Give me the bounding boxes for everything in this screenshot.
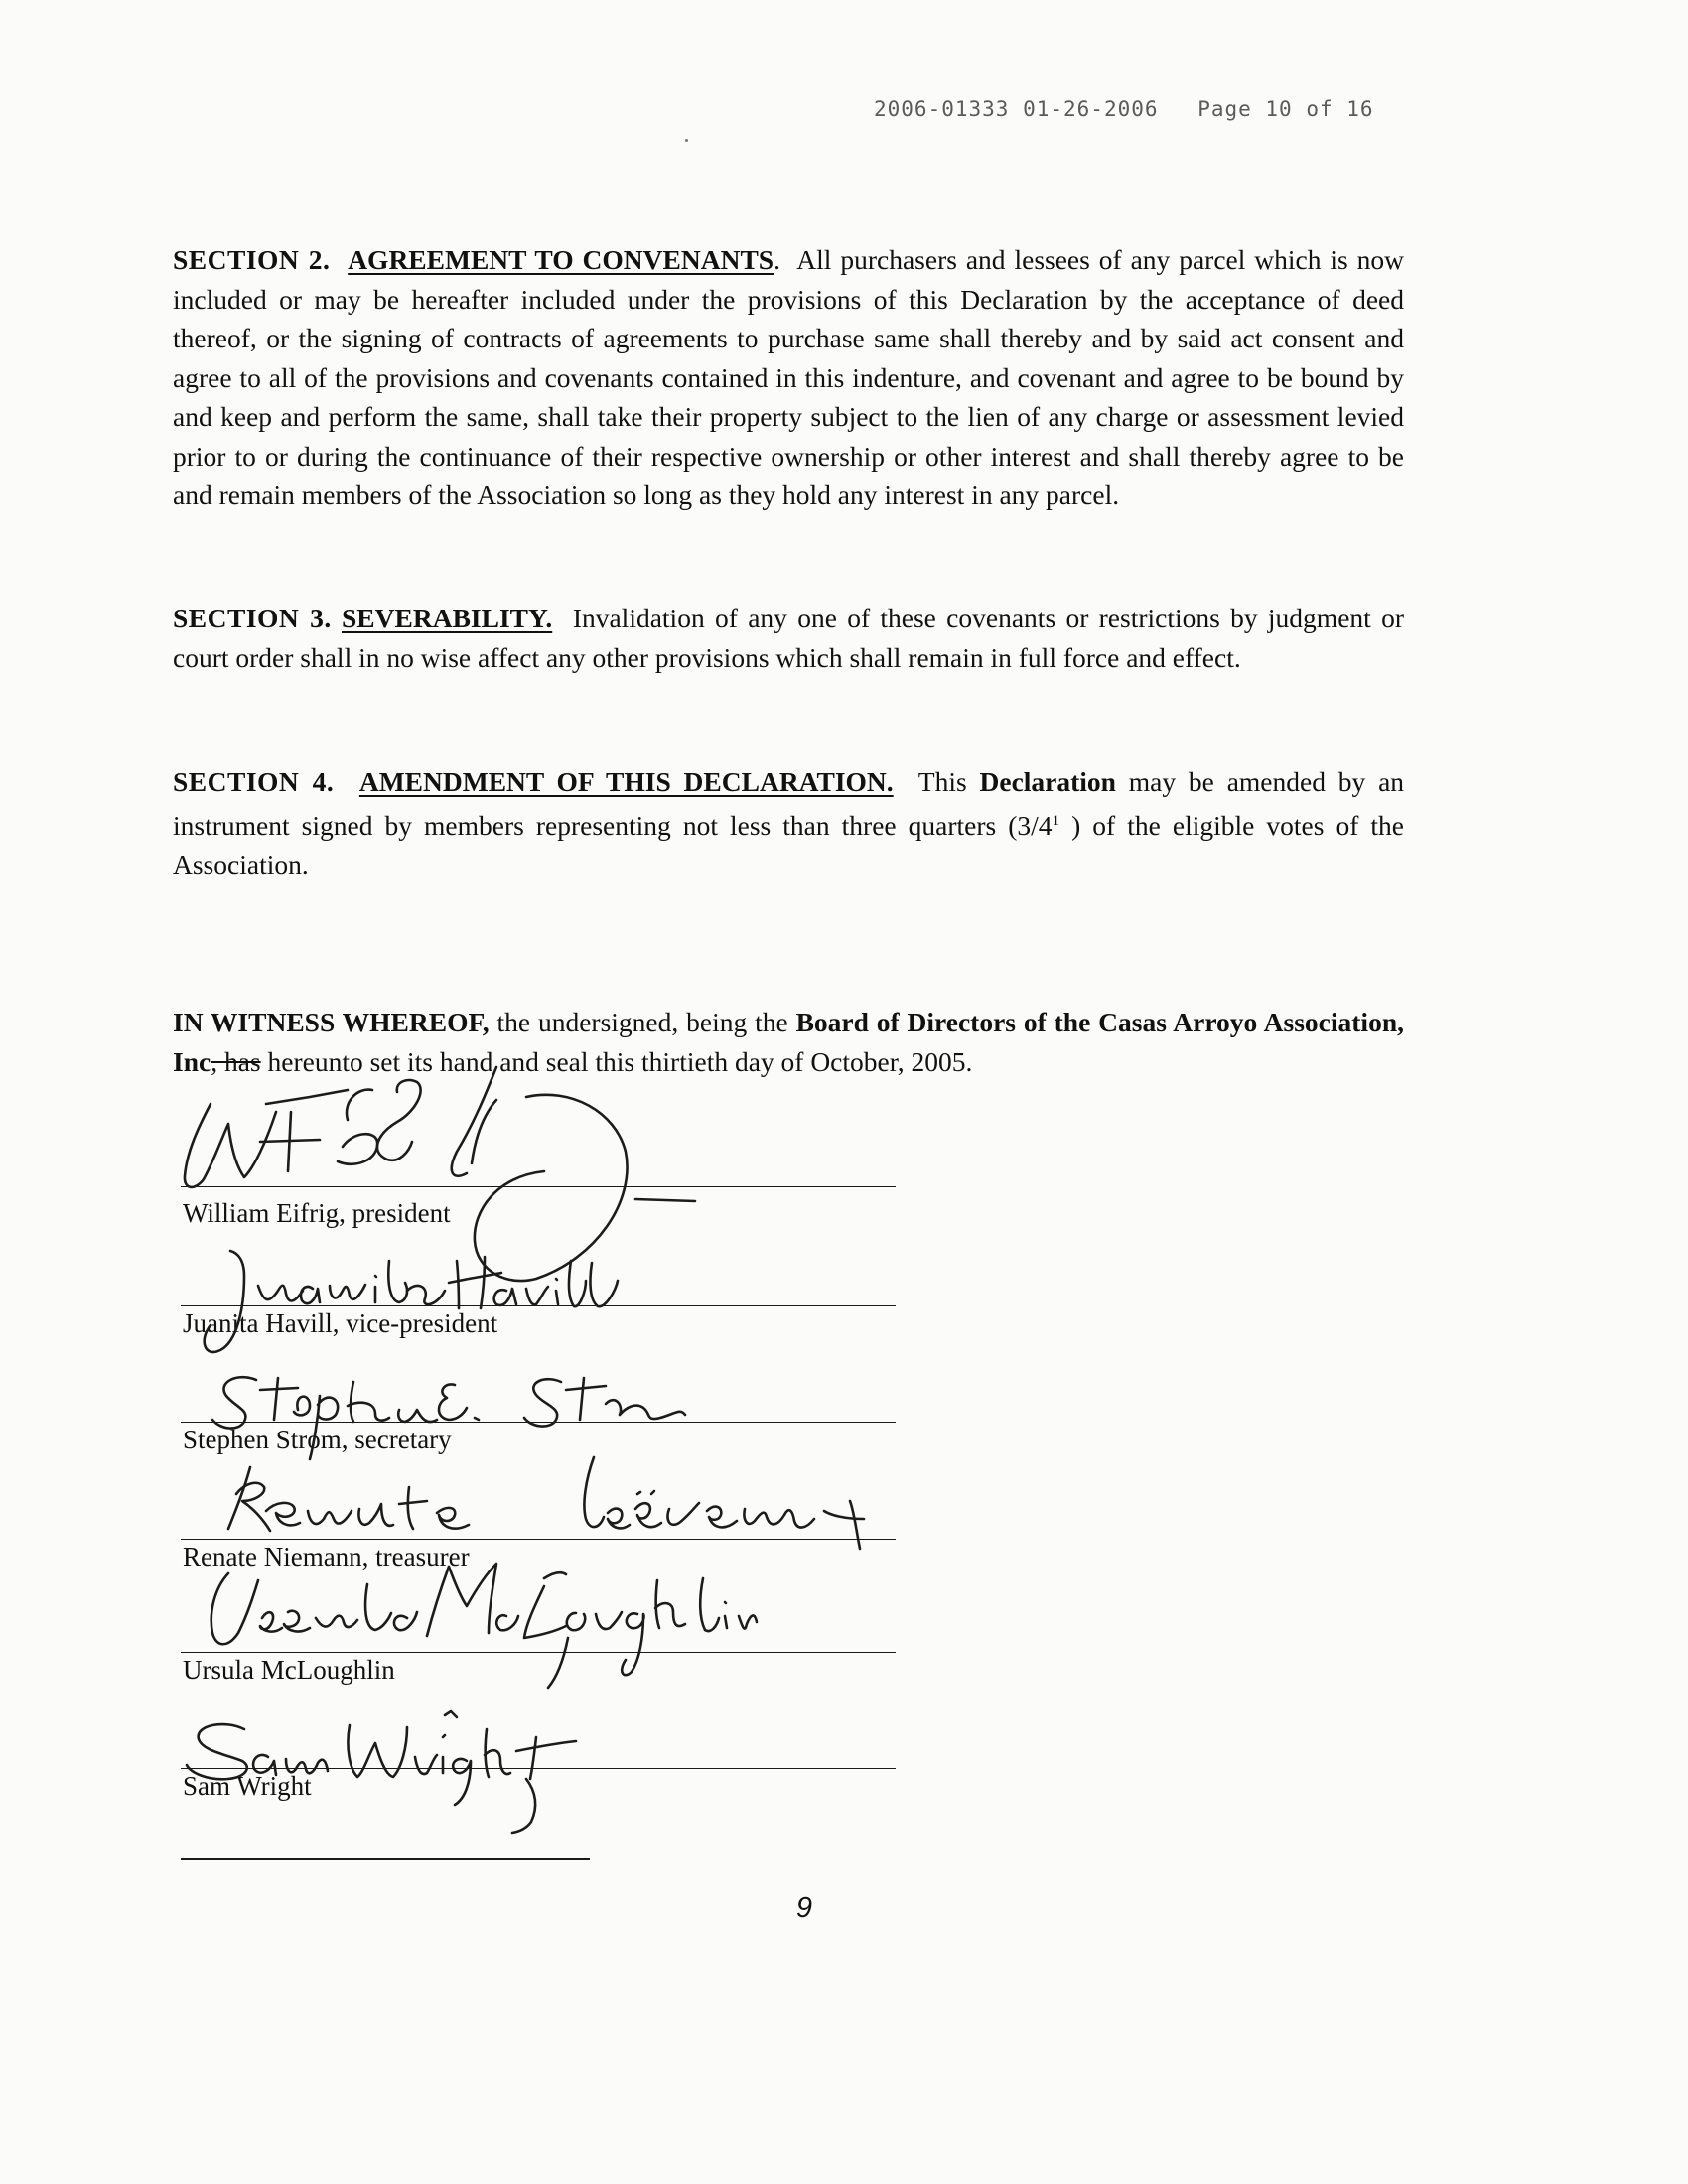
signature-line — [181, 1186, 896, 1187]
section-4-title: AMENDMENT OF THIS DECLARATION. — [358, 766, 894, 797]
section-2-paragraph — [173, 240, 1404, 515]
recording-stamp — [874, 97, 1390, 121]
section-4-bold-word: Declaration — [979, 766, 1116, 797]
recording-date: 01-26-2006 — [1023, 97, 1159, 121]
section-3-text: Invalidation of any one of these covenants or restrictions by judgment or court order shall in no wise affect any other provisions which shall remain in full force and effect. — [173, 603, 1405, 673]
section-2-title-punct: . — [774, 244, 780, 275]
signature-niemann — [228, 1457, 864, 1549]
signatory-name: Ursula McLoughlin — [183, 1655, 395, 1685]
doc-number: 2006-01333 — [874, 97, 1010, 121]
witness-board-name: Board of Directors of the Casas Arroyo Association, Inc — [173, 1007, 1404, 1077]
witness-text-a: the undersigned, being the — [496, 1007, 788, 1037]
signature-line — [181, 1539, 896, 1540]
section-4-text-b: may be amended by an instrument signed by members representing not less than three quarters (3/4 — [173, 766, 1405, 841]
signatory-name: Sam Wright — [183, 1771, 312, 1801]
signatory-name: Juanita Havill, vice-president — [183, 1308, 498, 1338]
witness-struck-text: , has — [211, 1045, 261, 1077]
signature-line — [181, 1652, 896, 1653]
signatory-name: William Eifrig, president — [183, 1198, 451, 1228]
signature-line — [181, 1305, 896, 1306]
signature-line — [181, 1422, 896, 1423]
signature-line — [181, 1768, 896, 1769]
section-2-label: SECTION 2. — [173, 244, 331, 275]
page-number: 9 — [795, 1892, 813, 1924]
section-4-superscript: 1 — [1052, 812, 1060, 829]
witness-lead: IN WITNESS WHEREOF, — [173, 1007, 490, 1037]
witness-paragraph — [173, 1003, 1404, 1081]
section-2-title: AGREEMENT TO CONVENANTS — [348, 244, 774, 275]
witness-text-b: hereunto set its hand and seal this thirtieth day of October, 2005. — [267, 1045, 973, 1077]
page-label: Page 10 of 16 — [1197, 97, 1374, 121]
section-2-text: All purchasers and lessees of any parcel which is now included or may be hereafter included under the provisions of this Declaration by the acceptance of deed thereof, or the signing of contracts of agreements to purchase same shall thereby and by said act consent and agree to all of the provisions and covenants contained in this indenture, and covenant and agree to be bound by and keep and perform the same, shall take their property subject to the lien of any charge or assessment levied prior to or during the continuance of their respective ownership or other interest and shall thereby agree to be and remain members of the Association so long as they hold any interest in any parcel. — [173, 244, 1405, 510]
section-4-label: SECTION 4. — [173, 766, 335, 797]
section-4-paragraph — [173, 762, 1404, 885]
blank-signature-line — [181, 1858, 590, 1860]
section-4-text-a: This — [917, 766, 967, 797]
scan-speck — [685, 139, 688, 142]
signatory-name: Stephen Strom, secretary — [183, 1425, 452, 1454]
section-3-title: SEVERABILITY. — [342, 603, 553, 633]
section-3-paragraph — [173, 599, 1404, 677]
signature-eifrig — [185, 1067, 695, 1281]
section-4-text-c: ) of the eligible votes of the Association. — [173, 809, 1405, 881]
signatory-name: Renate Niemann, treasurer — [183, 1542, 470, 1571]
section-3-label: SECTION 3. — [173, 603, 332, 633]
